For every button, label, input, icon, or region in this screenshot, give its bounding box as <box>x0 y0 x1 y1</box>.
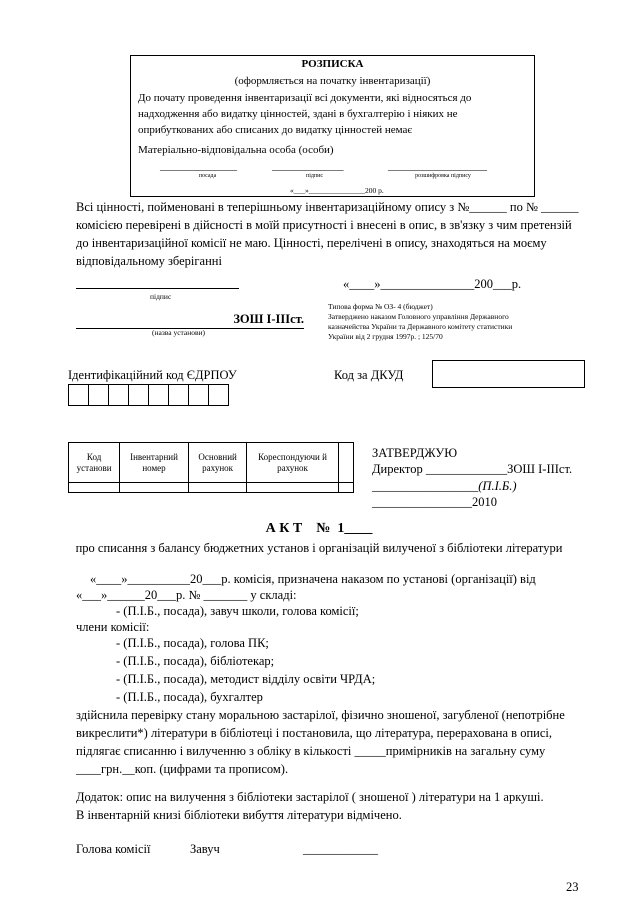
edrpou-cell[interactable] <box>188 384 209 406</box>
sig-line: ____________ <box>303 842 378 856</box>
act-body-4: ____грн.__коп. (цифрами та прописом). <box>76 762 289 776</box>
receipt-date-line: «___»_______________200 р. <box>290 186 384 195</box>
addendum-1: Додаток: опис на вилучення з бібліотеки застарілої ( зношеної ) літератури на 1 аркуші. <box>76 790 544 804</box>
members-label: члени комісії: <box>76 620 150 634</box>
act-subtitle: про списання з балансу бюджетних установ і організацій вилученої з бібліотеки літератури <box>75 541 563 555</box>
receipt-line-3: оприбуткованих або списаних до видатку цінностей немає <box>138 124 413 136</box>
act-paragraph-1a: «____»__________20___р. комісія, призначена наказом по установі (організації) від <box>90 572 536 586</box>
edrpou-cell[interactable] <box>148 384 169 406</box>
edrpou-cell[interactable] <box>68 384 89 406</box>
school-caption: (назва установи) <box>152 328 206 337</box>
approve-director: Директор _____________ЗОШ І-ІІІст. <box>372 462 573 476</box>
receipt-title: РОЗПИСКА <box>301 58 364 70</box>
header-inventory-number: Інвентарний номер <box>120 443 189 483</box>
header-institution-code: Код установи <box>69 443 120 483</box>
edrpou-cell[interactable] <box>108 384 129 406</box>
member-4: - (П.І.Б., посада), бухгалтер <box>116 690 263 704</box>
edrpou-cell[interactable] <box>168 384 189 406</box>
statement-line-1: Всі цінності, пойменовані в теперішньому інвентаризаційному опису з №______ по № ______ <box>76 200 579 214</box>
act-body-1: здійснила перевірку стану моральною застарілої, фізично зношеної, загубленої (непотрібне <box>76 708 565 722</box>
statement-line-4: відповідальному зберіганні <box>76 254 222 268</box>
member-1: - (П.І.Б., посада), голова ПК; <box>116 636 269 650</box>
codes-table <box>68 442 354 493</box>
table-cell[interactable] <box>247 483 338 493</box>
signature-date: «____»_______________200___р. <box>343 277 522 291</box>
edrpou-cell[interactable] <box>88 384 109 406</box>
edrpou-cell[interactable] <box>208 384 229 406</box>
act-paragraph-1b: «___»______20___р. № _______ у складі: <box>76 588 297 602</box>
form-info-3: казначейства України та Державного комітету статистики <box>328 322 513 331</box>
edrpou-grid[interactable] <box>69 384 229 406</box>
page-number: 23 <box>566 880 579 894</box>
receipt-subtitle: (оформляється на початку інвентаризації) <box>234 75 431 87</box>
table-cell[interactable] <box>120 483 189 493</box>
sig-line-decode: __________________ <box>388 160 487 172</box>
table-cell[interactable] <box>188 483 247 493</box>
receipt-line-1: До почату проведення інвентаризації всі документи, які відносяться до <box>138 92 472 104</box>
statement-line-3: до інвентаризаційної комісії не маю. Цінності, перелічені в опису, знаходяться на моєму <box>76 236 547 250</box>
sig-role: Завуч <box>190 842 220 856</box>
sig-line-position: ______________ <box>160 160 237 172</box>
commission-head: - (П.І.Б., посада), завуч школи, голова комісії; <box>116 604 359 618</box>
table-spacer-cell <box>338 443 353 483</box>
caption-signature: підпис <box>305 173 323 179</box>
form-info-1: Типова форма № ОЗ- 4 (бюджет) <box>328 302 433 311</box>
sig-commission-head: Голова комісії <box>76 842 151 856</box>
caption-position: посада <box>198 173 217 179</box>
approve-title: ЗАТВЕРДЖУЮ <box>372 446 458 460</box>
addendum-2: В інвентарній книзі бібліотеки вибуття літератури відмічено. <box>76 808 402 822</box>
receipt-line-2: надходження або видатку цінностей, здані в бухгалтерію і ніяких не <box>138 108 458 120</box>
form-info-4: України від 2 грудня 1997р. ; 125/70 <box>328 332 443 341</box>
responsible-person: Матеріально-відповідальна особа (особи) <box>138 144 334 156</box>
edrpou-label: Ідентифікаційний код ЄДРПОУ <box>68 368 237 382</box>
form-info-2: Затверджено наказом Головного управління Державного <box>328 312 509 321</box>
signature-line <box>76 288 239 289</box>
school-name: ЗОШ І-ІІІст. <box>76 310 304 329</box>
approve-year: ________________2010 <box>372 495 497 509</box>
act-body-2: викреслити*) літератури в бібліотеці і постановила, що література, перерахована в описі, <box>76 726 552 740</box>
table-cell[interactable] <box>338 483 353 493</box>
dkud-box[interactable] <box>432 360 585 388</box>
caption-decode: розшифровка підпису <box>415 173 471 179</box>
sig-line-signature: _____________ <box>272 160 344 172</box>
approve-pib: _________________(П.І.Б.) <box>372 479 517 493</box>
dkud-label: Код за ДКУД <box>334 368 404 382</box>
member-2: - (П.І.Б., посада), бібліотекар; <box>116 654 275 668</box>
header-main-account: Основний рахунок <box>188 443 247 483</box>
table-cell[interactable] <box>69 483 120 493</box>
signature-caption: підпис <box>150 292 172 301</box>
member-3: - (П.І.Б., посада), методист відділу освіти ЧРДА; <box>116 672 376 686</box>
edrpou-cell[interactable] <box>128 384 149 406</box>
act-body-3: підлягає списанню і вилученню з обліку в кількості _____примірників на загальну суму <box>76 744 546 758</box>
header-corresponding-account: Кореспондуючи й рахунок <box>247 443 338 483</box>
statement-line-2: комісією перевірені в дійсності в моїй присутності і внесені в опис, в зв'язку з чим претензій <box>76 218 572 232</box>
act-title: А К Т № 1____ <box>265 521 373 536</box>
